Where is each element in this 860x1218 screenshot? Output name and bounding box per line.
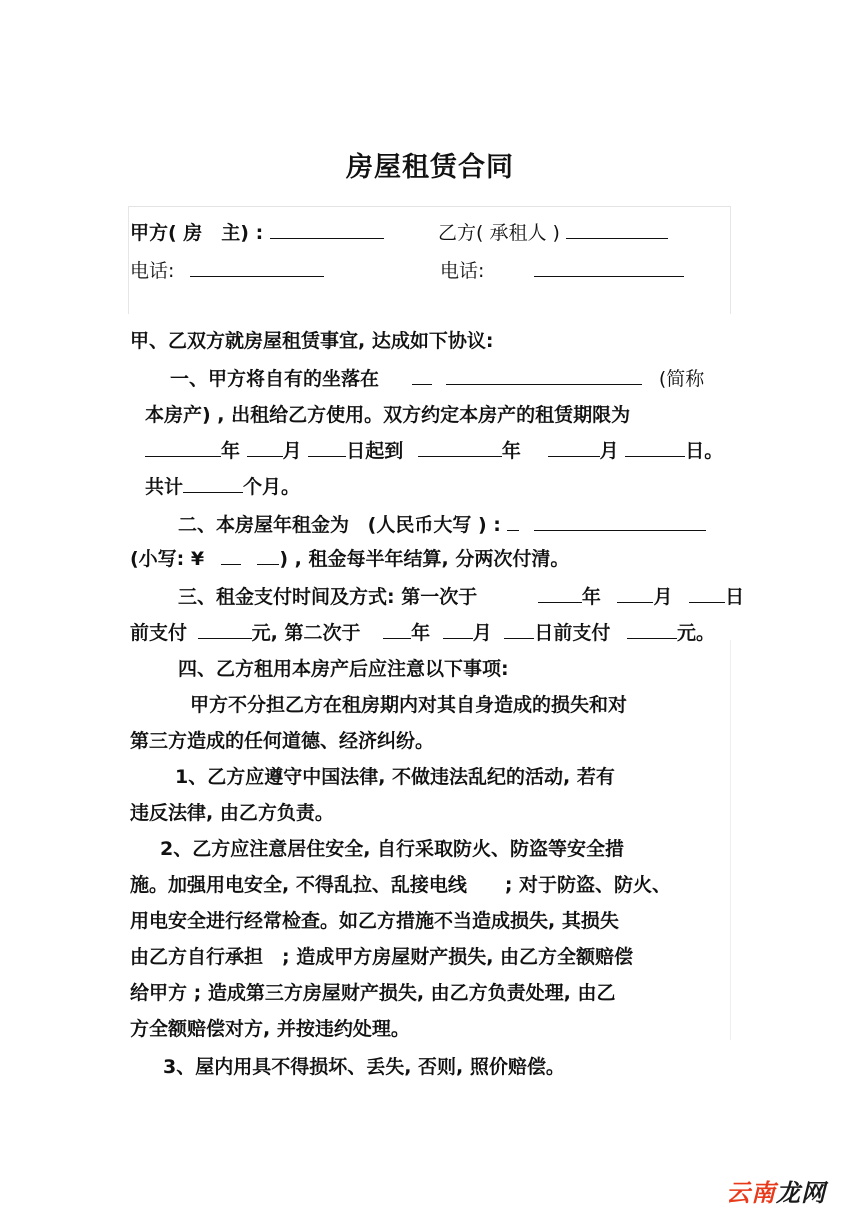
clause4-p0-line2: 第三方造成的任何道德、经济纠纷。	[130, 730, 435, 752]
clause2-line1	[178, 512, 706, 538]
clause3-first-year-label: 年	[581, 586, 601, 608]
clause3-second-month-label: 月	[472, 622, 492, 644]
header-frame-left	[128, 206, 129, 314]
watermark-part2: 龙网	[776, 1178, 826, 1207]
party-b-blank	[566, 220, 668, 239]
clause2-lowercase-blank-a	[221, 546, 241, 565]
clause2-uppercase-blank-a	[507, 512, 519, 531]
clause2-uppercase-label: (人民币大写 ) :	[367, 514, 501, 536]
clause3-yuan-label: 元。	[677, 622, 716, 644]
clause2-settlement-text: ) , 租金每半年结算, 分两次付清。	[279, 548, 570, 570]
clause1-abbrev: (简称	[658, 368, 705, 390]
clause1-day-from-label: 日起到	[346, 440, 404, 462]
clause4-p1-line2: 违反法律, 由乙方负责。	[130, 802, 334, 824]
clause3-line2	[130, 620, 715, 646]
clause3-pay-before-label: 前支付	[130, 622, 188, 644]
clause2-line2	[130, 546, 569, 572]
document-title: 房屋租赁合同	[346, 152, 514, 183]
site-watermark-logo	[726, 1173, 826, 1207]
clause3-first-month-label: 月	[653, 586, 673, 608]
clause3-first-day-blank	[689, 584, 725, 603]
clause1-year2-label: 年	[501, 440, 521, 462]
clause4-p2-line4: 由乙方自行承担 ; 造成甲方房屋财产损失, 由乙方全额赔偿	[130, 946, 634, 968]
body-frame-right	[730, 640, 731, 1040]
clause3-amount2-blank	[627, 620, 677, 639]
party-b-row	[438, 220, 668, 246]
clause1-months-blank	[183, 474, 243, 493]
clause2-uppercase-blank-b	[534, 512, 706, 531]
phone-a-label: 电话:	[130, 260, 175, 282]
clause4-p3-line1: 3、屋内用具不得损坏、丢失, 否则, 照价赔偿。	[163, 1056, 565, 1078]
clause4-p1-line1: 1、乙方应遵守中国法律, 不做违法乱纪的活动, 若有	[175, 766, 615, 788]
clause1-total-label: 共计	[145, 476, 184, 498]
clause4-p2-line1: 2、乙方应注意居住安全, 自行采取防火、防盗等安全措	[160, 838, 625, 860]
clause1-months-label: 个月。	[243, 476, 301, 498]
clause2-lowercase-label: (小写: ¥	[130, 548, 205, 570]
clause1-line2: 本房产) , 出租给乙方使用。双方约定本房产的租赁期限为	[145, 404, 631, 426]
clause1-line3	[145, 438, 723, 464]
clause4-p2-line6: 方全额赔偿对方, 并按违约处理。	[130, 1018, 410, 1040]
phone-b-label: 电话:	[440, 260, 485, 282]
party-a-row	[130, 220, 384, 246]
clause4-p0-line1: 甲方不分担乙方在租房期内对其自身造成的损失和对	[190, 694, 628, 716]
clause3-first-day-label: 日	[725, 586, 745, 608]
clause1-day2-blank	[625, 438, 685, 457]
clause3-second-year-label: 年	[411, 622, 431, 644]
clause1-month2-label: 月	[599, 440, 619, 462]
clause3-second-payment-label: 元, 第二次于	[251, 622, 361, 644]
clause1-month-label: 月	[282, 440, 302, 462]
clause3-second-month-blank	[443, 620, 473, 639]
clause4-heading: 四、乙方租用本房产后应注意以下事项:	[178, 658, 509, 680]
clause1-year-label: 年	[221, 440, 241, 462]
party-a-blank	[270, 220, 384, 239]
phone-a-row	[130, 258, 324, 284]
clause1-line4	[145, 474, 300, 500]
header-frame-right	[730, 206, 731, 314]
clause1-day-end-label: 日。	[685, 440, 724, 462]
clause2-lowercase-blank-b	[257, 546, 279, 565]
clause2-rent-label: 二、本房屋年租金为	[178, 514, 350, 536]
clause4-p2-line2: 施。加强用电安全, 不得乱拉、乱接电线 ; 对于防盗、防火、	[130, 874, 672, 896]
phone-b-row	[440, 258, 684, 284]
clause3-second-year-blank	[383, 620, 411, 639]
clause1-blank-b	[446, 366, 642, 385]
clause3-first-year-blank	[538, 584, 582, 603]
clause1-blank-a	[412, 366, 432, 385]
clause1-location-label: 一、甲方将自有的坐落在	[170, 368, 380, 390]
clause3-second-day-blank	[504, 620, 534, 639]
clause1-day-blank	[308, 438, 346, 457]
clause3-first-month-blank	[617, 584, 653, 603]
clause3-line1	[178, 584, 744, 610]
clause3-pay-before-label-2: 日前支付	[534, 622, 611, 644]
header-frame-top	[128, 206, 730, 207]
clause4-p2-line5: 给甲方 ; 造成第三方房屋财产损失, 由乙方负责处理, 由乙	[130, 982, 616, 1004]
clause4-p2-line3: 用电安全进行经常检查。如乙方措施不当造成损失, 其损失	[130, 910, 619, 932]
clause1-year-blank	[145, 438, 221, 457]
phone-b-blank	[534, 258, 684, 277]
party-a-label: 甲方( 房 主) :	[130, 222, 264, 244]
clause3-amount1-blank	[198, 620, 252, 639]
clause3-first-payment-label: 三、租金支付时间及方式: 第一次于	[178, 586, 478, 608]
watermark-part1: 云南	[726, 1178, 776, 1207]
clause1-month2-blank	[548, 438, 600, 457]
phone-a-blank	[190, 258, 324, 277]
clause1-year2-blank	[418, 438, 502, 457]
party-b-label: 乙方( 承租人 )	[438, 222, 560, 244]
clause1-line1	[170, 366, 704, 392]
clause1-month-blank	[247, 438, 283, 457]
intro-text: 甲、乙双方就房屋租赁事宜, 达成如下协议:	[130, 330, 494, 352]
